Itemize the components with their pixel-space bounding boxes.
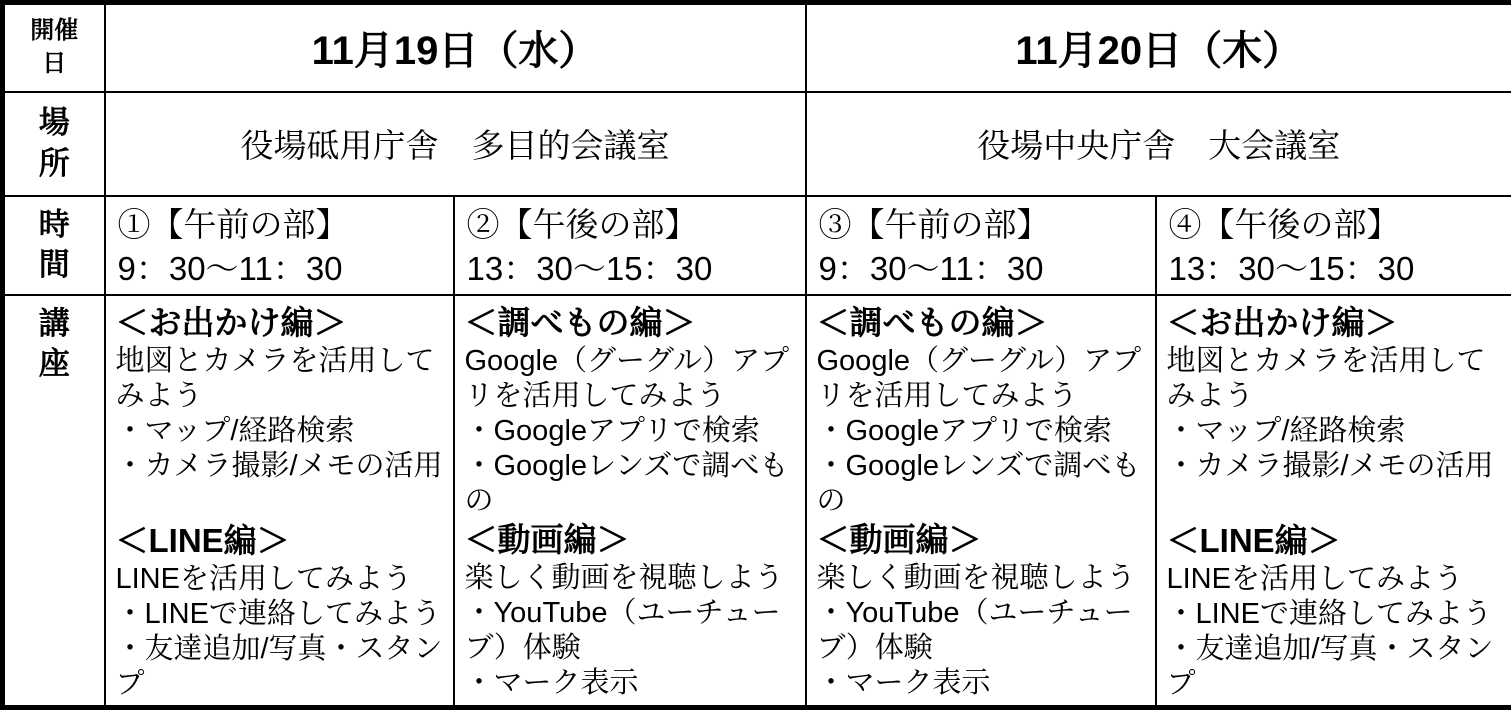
place-day1-label: 役場砥用庁舎 多目的会議室	[240, 127, 670, 164]
course-section	[817, 302, 1151, 519]
time-cell-session1	[105, 196, 454, 295]
time-cell-session3	[806, 196, 1156, 295]
date-day1-label: 11月19日（水）	[311, 29, 599, 74]
time-cell-session2	[454, 196, 806, 295]
course-section-title: ＜動画編＞	[816, 520, 982, 558]
time-cell-session4	[1156, 196, 1511, 295]
course-section	[465, 519, 801, 701]
course-section-title: ＜お出かけ編＞	[1166, 303, 1398, 341]
row-header-place	[3, 92, 105, 196]
course-line: ・カメラ撮影/メモの活用	[115, 449, 443, 482]
time-session4-range: 13：30～15：30	[1168, 249, 1415, 287]
row-header-time-line1: 時	[38, 206, 70, 242]
course-section-title: ＜LINE編＞	[1166, 521, 1341, 559]
row-header-place-line2: 所	[38, 145, 70, 181]
course-line: ・マーク表示	[816, 666, 991, 699]
course-line: ・Googleレンズで調べもの	[816, 449, 1141, 517]
date-cell-day2	[806, 3, 1511, 92]
place-cell-day1	[105, 92, 806, 196]
time-session4-label: ④【午後の部】	[1168, 205, 1400, 243]
course-line: ・友達追加/写真・スタンプ	[115, 632, 443, 700]
time-session1-label: ①【午前の部】	[117, 205, 349, 243]
time-session2-label: ②【午後の部】	[466, 205, 698, 243]
course-cell-session4	[1156, 295, 1511, 708]
course-line: LINEを活用してみよう	[115, 562, 412, 595]
row-course	[3, 295, 1511, 708]
course-line: ・YouTube（ユーチューブ）体験	[816, 596, 1133, 664]
row-place	[3, 92, 1511, 196]
place-day2-label: 役場中央庁舎 大会議室	[977, 127, 1341, 164]
course-section	[1167, 520, 1508, 702]
course-line: ・Googleアプリで検索	[816, 414, 1112, 447]
course-section	[1167, 302, 1508, 484]
course-section	[817, 519, 1151, 701]
course-line: ・友達追加/写真・スタンプ	[1166, 632, 1494, 700]
course-cell-session1	[105, 295, 454, 708]
time-session1-range: 9：30～11：30	[117, 249, 343, 287]
course-section	[116, 520, 449, 702]
date-day2-label: 11月20日（木）	[1015, 29, 1303, 74]
row-header-date-line1: 開催	[30, 17, 79, 45]
course-line: ・YouTube（ユーチューブ）体験	[464, 596, 781, 664]
course-line: ・LINEで連絡してみよう	[115, 597, 441, 630]
course-line: Google（グーグル）アプリを活用してみよう	[464, 344, 790, 412]
time-session2-range: 13：30～15：30	[466, 249, 713, 287]
course-line: Google（グーグル）アプリを活用してみよう	[816, 344, 1142, 412]
course-cell-session3	[806, 295, 1156, 708]
course-section-title: ＜調べもの編＞	[816, 303, 1048, 341]
course-line: LINEを活用してみよう	[1166, 562, 1463, 595]
date-cell-day1	[105, 3, 806, 92]
time-session3-range: 9：30～11：30	[818, 249, 1044, 287]
course-section	[116, 302, 449, 484]
course-line: ・Googleアプリで検索	[464, 414, 760, 447]
course-line: ・LINEで連絡してみよう	[1166, 597, 1492, 630]
row-header-time-line2: 間	[38, 247, 70, 282]
course-section	[465, 302, 801, 519]
row-header-course-line1: 講	[38, 305, 70, 341]
row-header-time	[3, 196, 105, 295]
course-section-title: ＜調べもの編＞	[464, 303, 696, 341]
row-header-course-line2: 座	[38, 345, 70, 381]
course-line: ・マップ/経路検索	[115, 414, 355, 447]
course-section-title: ＜LINE編＞	[115, 521, 290, 559]
course-line: ・Googleレンズで調べもの	[464, 449, 789, 517]
course-cell-session2	[454, 295, 806, 708]
course-section-title: ＜お出かけ編＞	[115, 303, 347, 341]
row-header-date	[3, 3, 105, 92]
row-date	[3, 3, 1511, 92]
course-line: 地図とカメラを活用してみよう	[115, 344, 435, 412]
row-header-course	[3, 295, 105, 708]
time-session3-label: ③【午前の部】	[818, 205, 1050, 243]
course-line: ・マップ/経路検索	[1166, 414, 1406, 447]
course-section-title: ＜動画編＞	[464, 520, 630, 558]
course-line: 楽しく動画を視聴しよう	[816, 561, 1136, 594]
course-line: 地図とカメラを活用してみよう	[1166, 344, 1486, 412]
row-header-place-line1: 場	[38, 105, 70, 141]
row-time	[3, 196, 1511, 295]
course-line: ・カメラ撮影/メモの活用	[1166, 449, 1494, 482]
course-line: ・マーク表示	[464, 666, 639, 699]
row-header-date-line2: 日	[42, 49, 67, 77]
course-line: 楽しく動画を視聴しよう	[464, 561, 784, 594]
place-cell-day2	[806, 92, 1511, 196]
